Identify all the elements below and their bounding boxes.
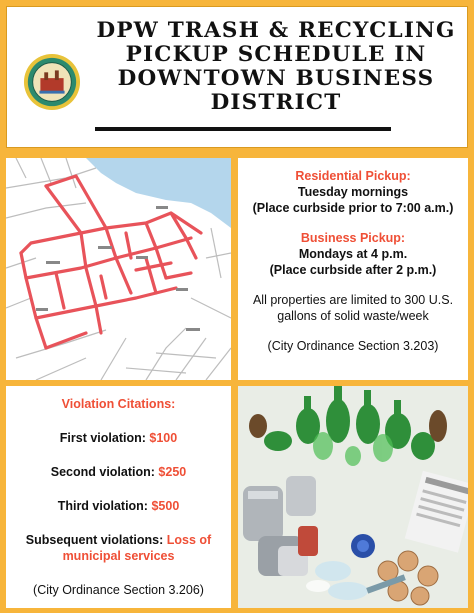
violation-citations [6,386,231,608]
residential-note: (Place curbside prior to 7:00 a.m.) [252,201,454,215]
title-line: DOWNTOWN BUSINESS [117,66,435,91]
residential-heading: Residential Pickup: [295,169,411,183]
violation-label: First violation: [59,431,146,445]
violation-value: $500 [151,499,180,513]
violation-item [6,498,231,514]
route-map-image [6,158,231,380]
violation-item [6,532,231,564]
violation-value: $250 [158,465,187,479]
limit-text: All properties are limited to 300 U.S. gallons of solid waste/week [252,293,454,323]
residential-day: Tuesday mornings [297,185,409,199]
recycling-photo [238,386,468,608]
business-day: Mondays at 4 p.m. [298,247,408,261]
violation-item [6,464,231,480]
title-underline [95,127,391,131]
page-title [89,19,463,115]
ordinance-reference: (City Ordinance Section 3.206) [33,583,204,597]
violation-value: $100 [149,431,178,445]
business-note: (Place curbside after 2 p.m.) [269,263,437,277]
violations-heading: Violation Citations: [61,397,176,411]
title-line: DISTRICT [210,90,342,115]
violation-label: Subsequent violations: [25,533,164,547]
ordinance-reference: (City Ordinance Section 3.203) [267,339,439,353]
title-line: DPW TRASH & RECYCLING [96,18,456,43]
violation-value: Loss of municipal services [62,533,212,563]
violation-item [6,430,231,446]
pickup-info [238,158,468,380]
city-seal-icon [23,53,81,111]
title-line: PICKUP SCHEDULE IN [125,42,427,67]
header [6,6,468,148]
violation-label: Third violation: [57,499,148,513]
recyclables-image [238,386,468,608]
business-heading: Business Pickup: [300,231,406,245]
route-map [6,158,231,380]
violation-label: Second violation: [50,465,155,479]
